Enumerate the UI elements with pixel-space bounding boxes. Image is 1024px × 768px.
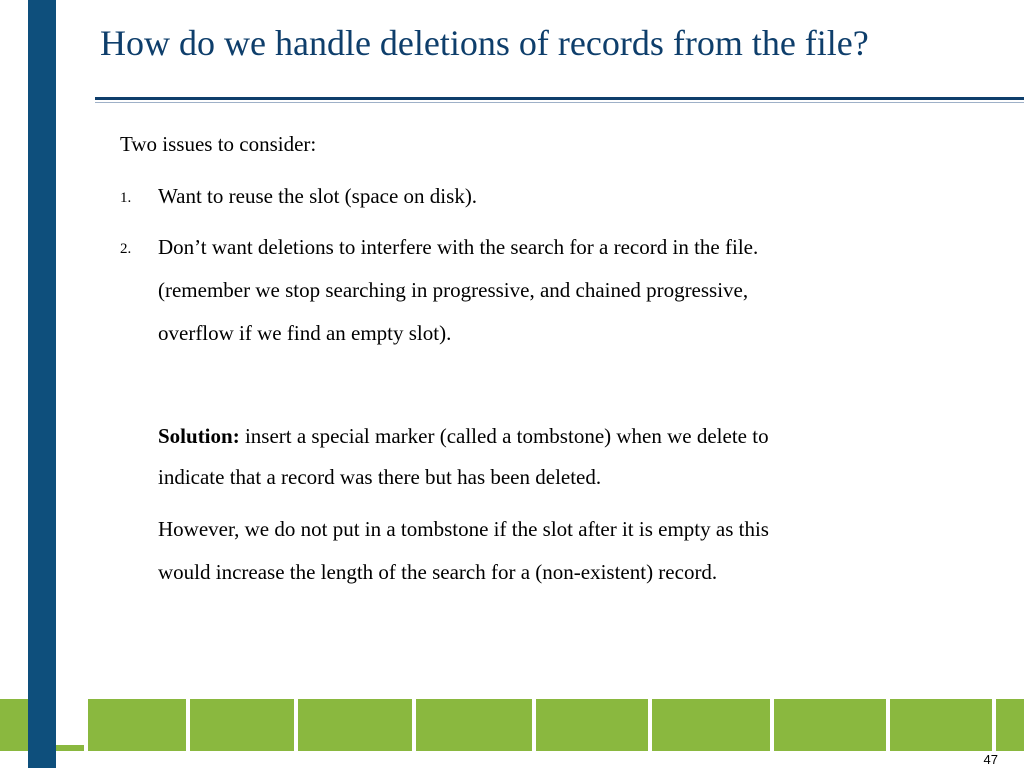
page-number: 47 [983,752,998,767]
solution-text: insert a special marker (called a tombstone) when we delete to [239,424,769,448]
list-item-text: (remember we stop searching in progressive, and chained progressive, [158,278,749,302]
footer-segment [890,699,996,751]
footer-segment [996,699,1024,751]
list-number: 2. [120,241,132,257]
footer-segment [190,699,298,751]
list-item-text: Want to reuse the slot (space on disk). [158,184,478,208]
footer-segment [416,699,536,751]
solution-paragraph [158,424,769,449]
footer-segment [536,699,652,751]
left-accent-bar-bottom [28,699,56,768]
footer-band [0,699,1024,751]
footer-notch [56,699,84,745]
footer-segment [298,699,416,751]
footer-segment [88,699,190,751]
intro-text: Two issues to consider: [120,132,317,156]
list-item-text: Don’t want deletions to interfere with the search for a record in the file. [158,235,759,259]
list-number: 1. [120,190,132,206]
solution-label: Solution: [158,424,240,448]
however-paragraph-continued: would increase the length of the search for a (non-existent) record. [158,560,718,584]
however-paragraph: However, we do not put in a tombstone if the slot after it is empty as this [158,517,769,541]
footer-segment [652,699,774,751]
list-item-text: overflow if we find an empty slot). [158,321,452,345]
slide-title: How do we handle deletions of records from the file? [100,23,869,63]
solution-text-continued: indicate that a record was there but has been deleted. [158,465,602,489]
footer-segment [774,699,890,751]
